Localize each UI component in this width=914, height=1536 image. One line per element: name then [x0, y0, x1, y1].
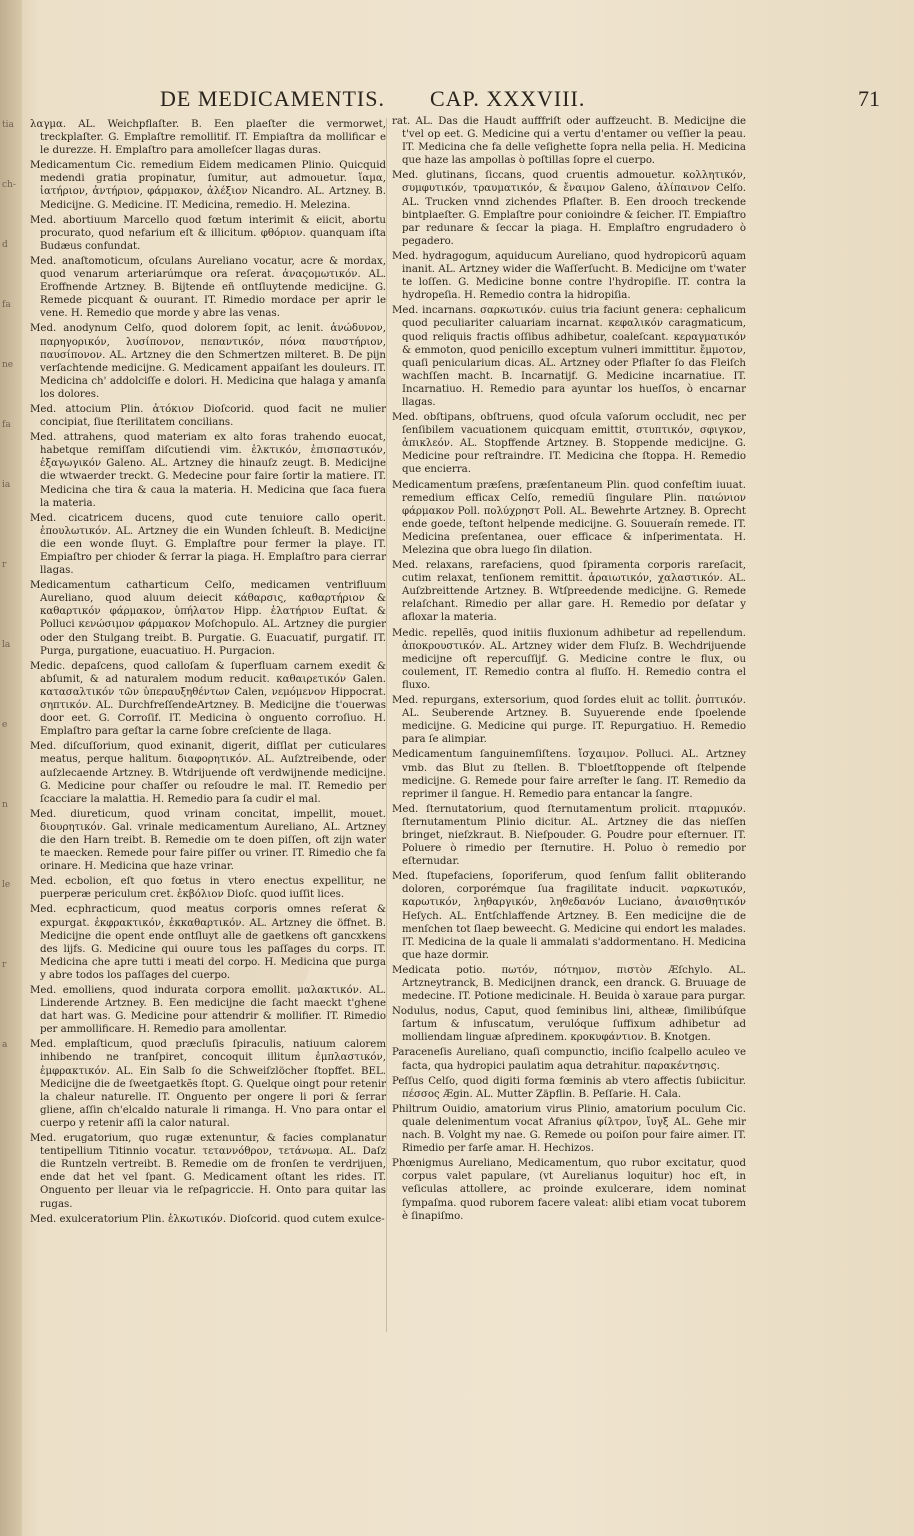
dictionary-entry: Med. hydragogum, aquiducum Aureliano, quod hydropicorũ aquam inanit. AL. Artzney wider die Waſſerſucht. B. Medicijne om t'water te loſſen. G. Medicine bonne contre l'hydropiſie. IT. contra la hydropeſia. H. Remedio contra la hidropiſia.	[392, 250, 746, 302]
bleed-fragment: n	[2, 800, 8, 810]
bleed-fragment: fa	[2, 420, 11, 430]
bleed-fragment: e	[2, 720, 8, 730]
dictionary-entry: Med. incarnans. σαρκωτικόν. cuius tria faciunt genera: cephalicum quod peculiariter caluariam incarnat. κεφαλικόν caragmaticum, quod reliquis fractis oſſibus adhibetur, coaleſcant. κεραγματικόν & emmoton, quod penicillo exceptum vulneri immittitur. ἔμμοτον, quaſi penicularium dicas. AL. Artzney oder Pflaſter ſo das Fleiſch wachſſen macht. B. Incarnatijf. G. Medicine incarnatiue. IT. Incarnatiuo. H. Remedio para ayuntar los hueſſos, ò encarnar llagas.	[392, 305, 746, 408]
dictionary-entry: Medic. depaſcens, quod calloſam & ſuperfluam carnem exedit & abſumit, & ad naturalem modum reducit. καθαιρετικόν Galen. κατασαλτικόν τῶν ὑπεραυξηθέντων Calen, νεμόμενον Hippocrat. σηπτικόν. AL. DurchfreſſendeArtzney. B. Medicijne die t'ouerwas door eet. G. Corroſif. IT. Medicina ò onguento corroſiuo. H. Emplaſtro para geſtar la carne ſobre creſciente de llaga.	[30, 660, 386, 738]
bleed-fragment: le	[2, 880, 11, 890]
dictionary-entry: Paraceneſis Aureliano, quaſi compunctio, inciſio ſcalpello aculeo ve facta, qua hydropici paulatim aqua detrahitur. παρακέντησις.	[392, 1047, 746, 1072]
dictionary-entry: Philtrum Ouidio, amatorium virus Plinio, amatorium poculum Cic. quale delenimentum vocat Afranius φίλτρον, ἴυγξ AL. Gehe mir nach. B. Volght my nae. G. Remede ou poiſon pour faire aimer. IT. Rimedio per farſe amar. H. Hechizos.	[392, 1103, 746, 1155]
dictionary-entry: Med. attrahens, quod materiam ex alto foras trahendo euocat, habetque remiſſam diſcutiendi vim. ἑλκτικόν, ἐπισπαστικόν, ἐξαγωγικόν Galeno. AL. Artzney die hinauſz zeugt. B. Medicijne die wtwaerder treckt. G. Medecine pour faire ſortir la matiere. IT. Medicina che tira & caua la materia. H. Medicina que ſaca fuera la materia.	[30, 432, 386, 509]
dictionary-entry: Peſſus Celſo, quod digiti forma fœminis ab vtero affectis ſubiicitur. πέσσος Ægin. AL. Mutter Zäpflin. B. Peſſarie. H. Cala.	[392, 1075, 746, 1100]
bleed-fragment: r	[2, 960, 7, 970]
bleed-fragment: a	[2, 1040, 8, 1050]
dictionary-entry: Med. ſtupefaciens, ſoporiferum, quod ſenſum fallit obliterando doloren, corporémque ſua fragilitate inducit. ναρκωτικόν, καρωτικόν, ληθαργικόν, ληθεδανόν Luciano, ἀναισθητικόν Heſych. AL. Entſchlaffende Artzney. B. Een medicijne die de menſchen tot ſlaep beweecht. G. Medicine qui endort les malades. IT. Medicina de la quale li ammalati s'addormentano. H. Medicina que haze dormir.	[392, 871, 746, 961]
dictionary-entry: Medicamentum Cic. remedium Eidem medicamen Plinio. Quicquid medendi gratia propinatur, ſumitur, aut admouetur. ἴαμα, ἰατήριον, ἀντήριον, φάρμακον, ἀλέξιον Nicandro. AL. Artzney. B. Medicijne. G. Medicine. IT. Medicina, remedio. H. Melezina.	[30, 160, 386, 211]
dictionary-entry: Med. anaſtomoticum, oſculans Aureliano vocatur, acre & mordax, quod venarum arteriarúmque ora reſerat. ἀναςομωτικόν. AL. Eroffnende Artzney. B. Bijtende eñ ontſluytende medicijne. G. Remede picquant & ouurant. IT. Rimedio mordace per aprir le vene. H. Remedio que morde y abre las venas.	[30, 255, 386, 320]
dictionary-entry: λαγμα. AL. Weichpflaſter. B. Een plaeſter die vermorwet, treckplaſter. G. Emplaſtre remollitif. IT. Empiaſtra da mollificar e le durezze. H. Emplaſtro para amolleſcer llagas duras.	[30, 119, 386, 157]
bleed-fragment: ch-	[2, 180, 16, 190]
dictionary-entry: Medicamentum præſens, præſentaneum Plin. quod confeſtim iuuat. remedium efficax Celſo, remediũ ſingulare Plin. παιώνιον φάρμακον Poll. πολύχρηστ Poll. AL. Bewehrte Artzney. B. Oprecht ende goede, teſtont helpende medicijne. G. Souueraín remede. IT. Medicina preſentanea, ouer efficace & inſperimentata. H. Melezina que obra luego ſin dilation.	[392, 479, 746, 556]
bleed-fragment: d	[2, 240, 8, 250]
dictionary-entry: Phœnigmus Aureliano, Medicamentum, quo rubor excitatur, quod corpus valet papulare, (vt Aurelianus loquitur) hoc eſt, in veſiculas attollere, ac proinde exulcerare, idem nominat ſympaſma. quod ruborem facere valeat: alibi etiam vocat tuborem è ſinapiſmo.	[392, 1158, 746, 1222]
dictionary-entry: Med. cicatricem ducens, quod cute tenuiore callo operit. ἐπουλωτικόν. AL. Artzney die ein Wunden ſchleuſt. B. Medicijne die een wonde ſluyt. G. Emplaſtre pour fermer la playe. IT. Empiaſtro per chioder & ſerrar la piaga. H. Emplaſtro para cierrar llagas.	[30, 512, 386, 577]
dictionary-entry: Med. anodynum Celſo, quod dolorem ſopit, ac lenit. ἀνώδυνον, παρηγορικόν, λυσίπονον, πεπαντικόν, πόνα παυστήριον, παυσίπονον. AL. Artzney die den Schmertzen milteret. B. De pijn verſachtende medicijne. G. Medicament appaiſant les douleurs. IT. Medicina ch' addolciſſe e dolori. H. Medicina que halaga y amanſa los dolores.	[30, 323, 386, 400]
bleed-fragment: ne	[2, 360, 14, 370]
dictionary-entry: Med. ecphracticum, quod meatus corporis omnes reſerat & expurgat. ἐκφρακτικόν, ἐκκαθαρτικόν. AL. Artzney die öffnet. B. Medicijne die opent ende ontſluyt alle de gaetkens oft gancxkens des lijfs. G. Medicine qui ouure tous les paſſages du corps. IT. Medicina che apre tutti i meati del corpo. H. Medicina que purga y abre todos los paſſages del cuerpo.	[30, 904, 386, 981]
dictionary-entry: Med. obſtipans, obſtruens, quod oſcula vaſorum occludit, nec per ſenſibilem vacuationem quicquam emittit, στυπτικόν, σφιγκον, ἀπικλεόν. AL. Stopffende Artzney. B. Stoppende medicijne. G. Medicine pour reſtraindre. IT. Medicina che ſtoppa. H. Remedio que encierra.	[392, 412, 746, 476]
dictionary-entry: Medicamentum ſanguinemſiſtens. ἴσχαιμον. Polluci. AL. Artzney vmb. das Blut zu ſtellen. B. T'bloetſtoppende oft ſtelpende medicijne. G. Remede pour faire arreſter le ſang. IT. Remedio da reprimer il ſangue. H. Remedio para entancar la ſangre.	[392, 749, 746, 800]
dictionary-entry: rat. AL. Das die Haudt aufffriſt oder auffzeucht. B. Medicijne die t'vel op eet. G. Medicine qui a vertu d'entamer ou veſſier la peau. IT. Medicina che fa delle veſighette ſopra nella pelia. H. Medicina que haze las ampollas ò poſtillas ſopre el cuerpo.	[392, 116, 746, 167]
chapter-number: CAP. XXXVIII.	[430, 86, 586, 111]
dictionary-entry: Med. exulceratorium Plin. ἑλκωτικόν. Dioſcorid. quod cutem exulce-	[30, 1213, 385, 1225]
dictionary-entry: Nodulus, nodus, Caput, quod ſeminibus lini, altheæ, ſimilibúſque ſartum & infuscatum, verulóque ſuffixum adhibetur ad molliendam linguæ aſpredinem. κροκυφάντιον. B. Knotgen.	[392, 1006, 746, 1044]
dictionary-entry: Med. erugatorium, quo rugæ extenuntur, & facies complanatur tentipellium Titinnio vocatur. τεταννόθρον, τετάνωμα. AL. Daſz die Runtzeln vertreibt. B. Remedie om de fronſen te verdrijuen, ende dat het vel ſpant. G. Medicament oſtant les rides. IT. Onguento per lleuar via le reſpagriccie. H. Onto para quitar las rugas.	[30, 1133, 386, 1210]
left-column	[30, 118, 386, 1340]
column-divider	[386, 118, 387, 1332]
bleed-fragment: tia	[2, 120, 14, 130]
dictionary-entry: Medicata potio. πωτόν, πότημον, πιστὸν Æſchylo. AL. Artzneytranck, B. Medicijnen dranck, een dranck. G. Bruuage de medecine. IT. Potione medicinale. H. Beuida ò xaraue para purgar.	[392, 964, 746, 1003]
running-title: DE MEDICAMENTIS.	[160, 86, 385, 111]
adjacent-page-edge	[0, 0, 22, 1536]
dictionary-entry: Med. relaxans, rarefaciens, quod ſpiramenta corporis rareſacit, cutim relaxat, tenſionem remittit. ἀραιωτικόν, χαλαστικόν. AL. Auſzbreittende Artzney. B. Wtſpreedende medicijne. G. Remede relaſchant. Rimedio per allar gare. H. Remedio por deſatar y afloxar la materia.	[392, 560, 746, 624]
right-column	[392, 115, 746, 1337]
dictionary-entry: Med. ſternutatorium, quod ſternutamentum prolicit. πταρμικόν. ſternutamentum Plinio dicitur. AL. Artzney die das nieſſen bringet, nieſzkraut. B. Nieſpouder. G. Poudre pour eſternuer. IT. Poluere ò rimedio per ſternutire. H. Poluo ò remedio por eſternudar.	[392, 803, 746, 868]
dictionary-entry: Med. attocium Plin. ἀτόκιον Dioſcorid. quod facit ne mulier concipiat, ſiue ſterilitatem concilians.	[30, 403, 386, 429]
dictionary-entry: Med. diſcuſſorium, quod exinanit, digerit, diſſlat per cuticulares meatus, perque halitum. διαφορητικόν. AL. Auſztreibende, oder auſzlecaende Artzney. B. Wtdrijuende oft verdwijnende medicijne. G. Medicine pour chaſſer ou reſoudre le mal. IT. Remedio per ſcacciare la malattia. H. Remedio para ſa cudir el mal.	[30, 741, 386, 805]
bleed-fragment: la	[2, 640, 11, 650]
dictionary-entry: Med. emplaſticum, quod præcluſis ſpiraculis, natiuum calorem inhibendo ne tranſpiret, concoquit illitum ἐμπλαστικόν, ἐμφρακτικόν. AL. Ein Salb ſo die Schweiſzlöcher ſtopffet. BEL. Medicijne die de ſweetgaetkẽs ſtopt. G. Quelque oingt pour retenir la chaleur naturelle. IT. Onguento per ongere li pori & ſerrar gliene, aſſin ch'elcaldo naturale li rimanga. H. Vno para ontar el cuerpo y retenir aſſi la calor natural.	[30, 1039, 386, 1129]
bleed-fragment: r	[2, 560, 7, 570]
dictionary-entry: Med. abortiuum Marcello quod fœtum interimit & eiicit, abortu procurato, quod nefarium eſt & illicitum. φθόριον. quanquam iſta Budæus confundat.	[30, 214, 386, 252]
dictionary-entry: Med. ecbolion, eſt quo fœtus in vtero enectus expellitur, ne puerperæ periculum cret. ἐκβόλιον Dioſc. quod iuſſit lices.	[30, 876, 386, 901]
dictionary-entry: Med. repurgans, extersorium, quod ſordes eluit ac tollit. ῥυπτικόν. AL. Seuberende Artzney. B. Suyuerende ende ſpoelende medicijne. G. Medicine qui purge. IT. Repurgatiuo. H. Remedio para ſe alimpiar.	[392, 695, 746, 746]
bleed-fragment: fa	[2, 300, 11, 310]
dictionary-entry: Med. emolliens, quod indurata corpora emollit. μαλακτικόν. AL. Linderende Artzney. B. Een medicijne die ſacht maeckt t'ghene dat hart was. G. Medicine pour attendrir & mollifier. IT. Rimedio per ammollificare. H. Remedio para amollentar.	[30, 985, 386, 1036]
page-number: 71	[858, 86, 880, 111]
dictionary-entry: Medic. repellẽs, quod initiis fluxionum adhibetur ad repellendum. ἀποκρουστικόν. AL. Artzney wider dem Fluſz. B. Wechdrijuende medicijne oft repercuſſijf. G. Medicine contre le flux, ou coulement, IT. Remedio contra al fluſſo. H. Remedio contra el fluxo.	[392, 627, 746, 691]
bleed-fragment: ia	[2, 480, 11, 490]
dictionary-entry: Med. glutinans, ſiccans, quod cruentis admouetur. κολλητικόν, συμφυτικόν, τραυματικόν, & ἔναιμον Galeno, ἀλίπαινον Celſo. AL. Trucken vnnd zichendes Pflaſter. B. Een drooch treckende bintplaeſter. G. Emplaſtre pour conioindre & ſeicher. IT. Empiaſtro par redunare & ſeccar la piaga. H. Emplaſtro engrudadero ò pegadero.	[392, 170, 746, 247]
dictionary-entry: Med. diureticum, quod vrinam concitat, impellit, mouet. διουρητικόν. Gal. vrinale medicamentum Aureliano, AL. Artzney die den Harn treibt. B. Remedie om te doen piſſen, oft zijn water te maecken. Remede pour faire piſſer ou vriner. IT. Rimedio che fa orinare. H. Medicina que haze vrinar.	[30, 808, 386, 873]
dictionary-entry: Medicamentum catharticum Celſo, medicamen ventrifluum Aureliano, quod aluum deiecit κάθαρσις, καθαρτήριον & καθαρτικόν φάρμακον, ὑπήλατον Hipp. ἐλατήριον Euſtat. & Polluci κενώσιμον φάρμακον Moſchopulo. AL. Artzney die purgier oder den Stulgang treibt. B. Purgatie. G. Euacuatif, purgatif. IT. Purga, purgatione, euacuatiuo. H. Purgacion.	[30, 580, 386, 657]
